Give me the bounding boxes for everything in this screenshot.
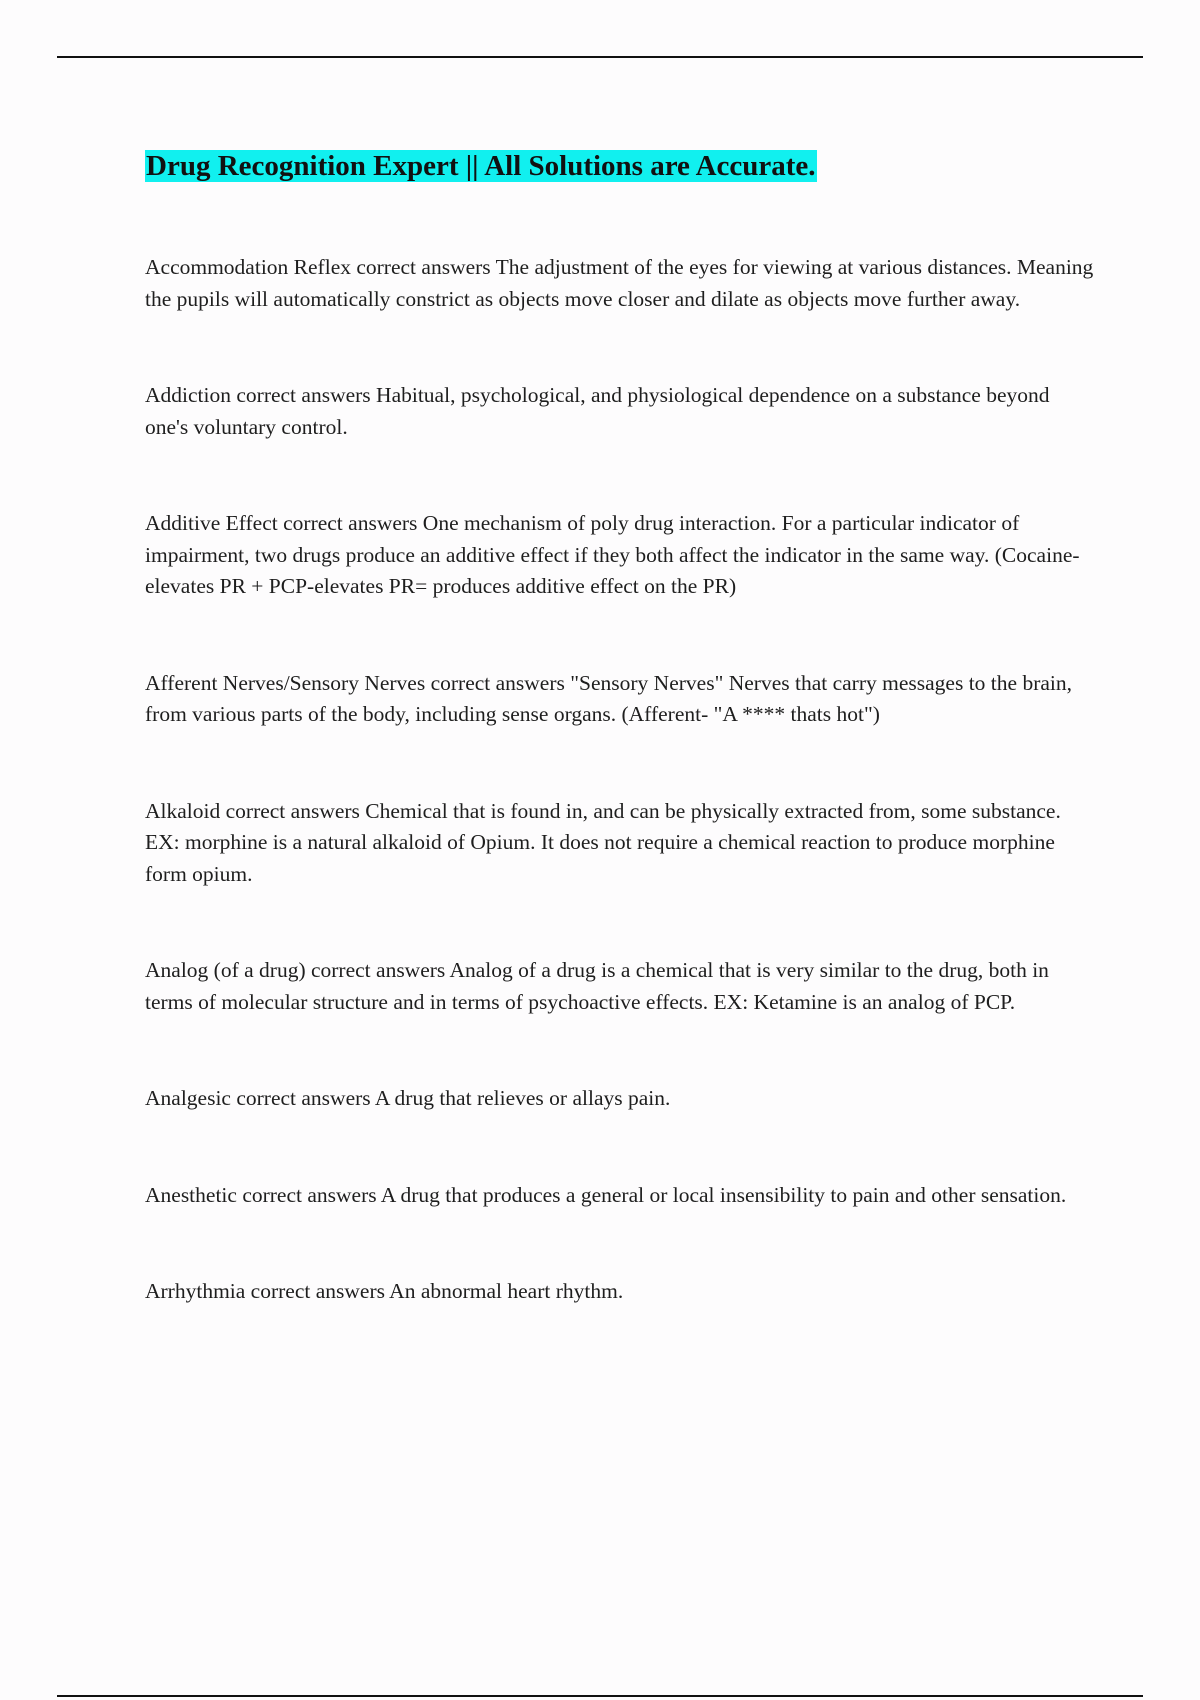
entry-additive-effect: Additive Effect correct answers One mechanism of poly drug interaction. For a particular indicator of impairment, two drugs produce an additive effect if they both affect the indicator in the same way. (Cocaine-elevates PR + PCP-elevates PR= produces additive effect on the PR) — [145, 511, 1080, 598]
title-wrapper — [145, 148, 1095, 184]
document-title: Drug Recognition Expert || All Solutions are Accurate. — [146, 150, 816, 182]
entry-arrhythmia: Arrhythmia correct answers An abnormal heart rhythm. — [145, 1279, 624, 1303]
entry-alkaloid: Alkaloid correct answers Chemical that is found in, and can be physically extracted from, some substance. EX: morphine is a natural alkaloid of Opium. It does not require a chemical reaction to produce morphine form opium. — [145, 798, 1061, 886]
document-body — [145, 148, 1095, 1308]
entry-analog: Analog (of a drug) correct answers Analog of a drug is a chemical that is very similar to the drug, both in terms of molecular structure and in terms of psychoactive effects. EX: Ketamine is an analog of PCP. — [145, 958, 1049, 1014]
footer-rule — [57, 1695, 1143, 1697]
entry-accommodation-reflex: Accommodation Reflex correct answers The adjustment of the eyes for viewing at various distances. Meaning the pupils will automatically constrict as objects move closer and dilate as objects move further away. — [145, 255, 1094, 311]
entry-analgesic: Analgesic correct answers A drug that relieves or allays pain. — [145, 1086, 671, 1110]
header-rule — [57, 56, 1143, 58]
entry-anesthetic: Anesthetic correct answers A drug that produces a general or local insensibility to pain and other sensation. — [145, 1182, 1067, 1207]
entry-afferent-nerves: Afferent Nerves/Sensory Nerves correct answers "Sensory Nerves" Nerves that carry messages to the brain, from various parts of the body, including sense organs. (Afferent- "A **** thats hot") — [145, 670, 1072, 726]
entry-addiction: Addiction correct answers Habitual, psychological, and physiological dependence on a substance beyond one's voluntary control. — [145, 383, 1050, 439]
